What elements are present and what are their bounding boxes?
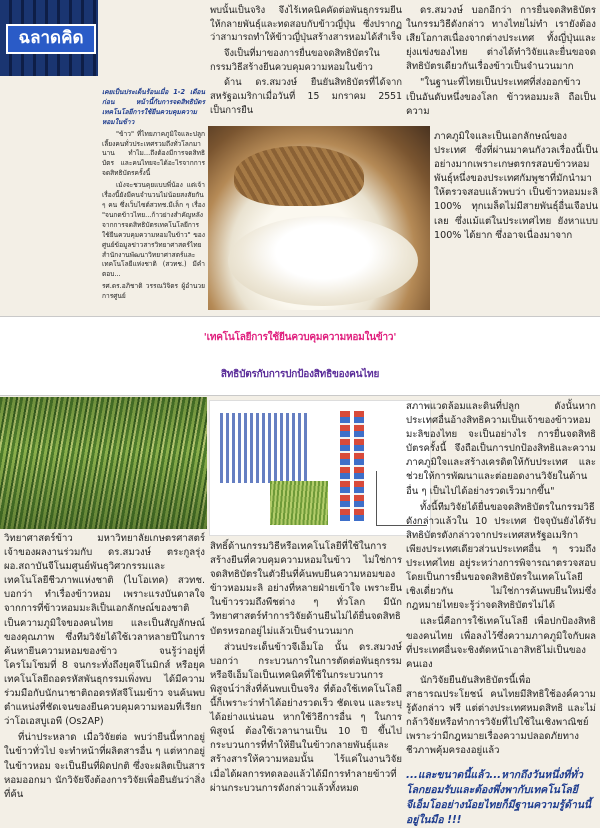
paragraph: "ในฐานะที่ไทยเป็นประเทศที่ส่งออกข้าวเป็นอันดับหนึ่งของโลก ข้าวหอมมะลิ ถือเป็นความ xyxy=(406,77,596,117)
column-2-bottom xyxy=(210,540,402,808)
paragraph: เม้งจะชวนคุยแบบพี่น้อง แต่เจ้าเรื่องนี้ยังมีคนจำนวนไม่น้อยสงสัยกัน ๆ คน ซึ่งเว็บไซต์สวทช.มีเล็ก ๆ เรื่อง "จนกดข้าวไทย...ก้าวย่างสำคัญหลังจากการจดสิทธิบัตรเทคโนโลยีการใช้ยีนควบคุมความหอมในข้าว" ของศูนย์ข้อมูลข่าวสารวิทยาศาสตร์ไทย สำนักงานพัฒนาวิทยาศาสตร์และเทคโนโลยีแห่งชาติ (สวทช.) มีคำตอบ... xyxy=(102,181,205,279)
headline-line-2: สิทธิบัตรกับการปกป้องสิทธิของคนไทย xyxy=(220,369,380,380)
paragraph: ภาคภูมิใจและเป็นเอกลักษณ์ของประเทศ ซึ่งที่ผ่านมาคนกังวลเรื่องนี้เป็นอย่างมากเพราะเกษตรกรสอบข้าวหอมพันธุ์หนึ่งของประเทศกัมพูชาที่มักนำมาให้ตรวจสอบแล้วพบว่า เป็นข้าวหอมมะลิ 100% ทุกเมล็ดไม่มีสายพันธุ์อื่นเจือปนเลย ซึ่งแม้แต่ในประเทศไทย ยังหาแบบ 100% ได้ยาก ซึ่งอาจเนื่องมาจาก xyxy=(434,131,598,241)
rice-field-photo xyxy=(0,397,207,529)
paragraph: นักวิจัยยืนยันสิทธิบัตรนี้เพื่อสาธารณประโยชน์ คนไทยมีสิทธิใช้องค์ความรู้ดังกล่าว ฟรี แต่ต่างประเทศหมดสิทธิ และไม่กล้าวิจัยหรือทำการวิจัยที่ไปใช้ในเชิงพาณิชย์ เพราะว่ามีกฎหมายเรื่องความปลอดภัยทางชีวภาพคุ้มครองอยู่แล้ว xyxy=(406,674,596,757)
paragraph: ด้าน ดร.สมวงษ์ ยืนยันสิทธิบัตรที่ได้จากสหรัฐอเมริกาเมื่อวันที่ 15 มกราคม 2551 เป็นการยืน xyxy=(210,77,402,116)
footer-quote: ...และขนาดนี้แล้ว...หากถึงวันหนึ่งที่ทั่วโลกยอมรับและต้องพึ่งพากับเทคโนโลยีจีเอ็มโออย่างน้อยไทยก็มีฐานความรู้ด้านนี้อยู่ในมือ !!! xyxy=(406,769,592,826)
column-3-bottom xyxy=(406,400,596,768)
paragraph: รศ.ดร.อภิชาติ วรรณวิจิตร ผู้อำนวยการศูนย์ xyxy=(102,282,205,301)
column-logo xyxy=(0,0,98,76)
paragraph: ส่วนประเด็นข้าวจีเอ็มโอ นั้น ดร.สมวงษ์ บอกว่า กระบวนการในการตัดต่อพันธุกรรม หรือจีเอ็มโอเป็นเทคนิคที่ใช้ในกระบวนการพิสูจน์ว่าสิ่งที่ค้นพบเป็นจริง ที่ต้องใช้เทคโนโลยีนี้ก็เพราะว่าทำได้อย่างรวดเร็ว ชัดเจน และระบุได้อย่างแน่นอน หากใช้วิธีการอื่น ๆ ในการพิสูจน์ ต้องใช้เวลานานเป็น 10 ปี ขึ้นไป กระบวนการที่ทำให้ยีนในข้าวกลายพันธุ์และสร้างสารให้ความหอมนั้น ไร้แค่ในงานวิจัย เมื่อได้ผลการทดลองแล้วได้มีการทำลายข้าวที่ผ่านกระบวนการดังกล่าวแล้วทั้งหมด xyxy=(210,641,402,794)
paragraph: "ข้าว" ที่ไทยภาคภูมิใจและปลูกเลี้ยงคนทั่วประเทศรวมถึงทั่วโลกมานาน ทำไม...ถึงต้องมีการจดสิทธิบัตร และคนไทยจะได้อะไรจากการจดสิทธิบัตรครั้งนี้ xyxy=(102,129,205,178)
logo-text: ฉลาดคิด xyxy=(6,24,96,54)
paragraph: ดร.สมวงษ์ บอกอีกว่า การยื่นจดสิทธิบัตรในกรรมวิธีดังกล่าว ทางไทยไม่ทำ เรายังต้องเสียโอกาสเนื่องจากต่างประเทศ ทั้งญี่ปุ่นและยุ่งแข่งของไทย ต่างได้ทำวิจัยและยื่นขอจดสิทธิบัตรเดียวกันเรื่องข้าวเป็นจำนวนมาก xyxy=(406,5,596,73)
figure-rice-thumbnail xyxy=(270,481,328,525)
rice-grains xyxy=(228,216,418,306)
headline-banner xyxy=(0,316,600,396)
rice-basket xyxy=(234,146,364,206)
column-3-side xyxy=(434,130,598,314)
paragraph: พบนั้นเป็นจริง จึงไร้เทคนิคคัดต่อพันธุกรรมยีนให้กลายพันธุ์และทดสอบกับข้าวญี่ปุ่น ซึ่งปรากฏว่าสามารถทำให้ข้าวญี่ปุ่นสร้างสารหอมได้สำเร็จ xyxy=(210,5,402,44)
paragraph: สภาพแวดล้อมและดินที่ปลูก ดังนั้นหากประเทศอื่นอ้างสิทธิความเป็นเจ้าของข้าวหอมมะลิของไทย จะเป็นอย่างไร การยื่นจดสิทธิบัตรครั้งนี้ จึงถือเป็นการปกป้องสิทธิและความภาคภูมิใจและสร้างเครดิตให้กับประเทศ และช่วยให้การพัฒนาและต่อยอดงานวิจัยในด้านอื่น ๆ เป็นไปได้อย่างรวดเร็วมากขึ้น" xyxy=(406,401,596,497)
paragraph: จึงเป็นที่มาของการยื่นขอจดสิทธิบัตรในกรรมวิธีสร้างยีนควบคุมความหอมในข้าว xyxy=(210,48,380,73)
rice-field-shade xyxy=(0,397,207,529)
footer-quote-box xyxy=(406,768,596,826)
paragraph: สิทธิ์ด้านกรรมวิธีหรือเทคโนโลยีที่ใช้ในการสร้างยีนที่ควบคุมความหอมในข้าว ไม่ใช่การจดสิทธิบัตรในตัวยีนที่ค้นพบยีนความหอมของข้าวหอมมะลิ อย่างที่หลายฝ่ายเข้าใจ เพราะยีนในข้าวรวมถึงพืชต่าง ๆ ทั่วโลก มีนักวิทยาศาสตร์ทำการวิจัยด้านยีนไม่ได้ยื่นจดสิทธิบัตรหรอกอยู่ไม่แล้วเป็นจำนวนมาก xyxy=(210,541,402,637)
paragraph: เคยเป็นประเด็นร้อนเมื่อ 1-2 เดือนก่อน หน้านี้กับการจดสิทธิบัตรเทคโนโลยีการใช้ยีนควบคุมความหอมในข้าว xyxy=(102,88,205,126)
paragraph: ทั้งนี้ทีมวิจัยได้ยื่นขอจดสิทธิบัตรในกรรมวิธีดังกล่าวแล้วใน 10 ประเทศ ปัจจุบันยังได้รับสิทธิบัตรดังกล่าวจากประเทศสหรัฐอเมริกาเพียงประเทศเดียวส่วนประเทศอื่น ๆ รวมถึงประเทศไทย อยู่ระหว่างการพิจารณาตรวจสอบ โดยเป็นการยื่นขอจดสิทธิบัตรในเทคโนโลยีเชิงเดี่ยวกัน ไม่ใช่การค้นพบยีนใหม่ซึ่งกฎหมายไทยจะรู้ว่าจดสิทธิบัตรไม่ได้ xyxy=(406,501,596,612)
paragraph: ที่น่าประหลาด เมื่อวิจัยต่อ พบว่ายีนนี้หากอยู่ในข้าวทั่วไป จะทำหน้าที่ผลิตสารอื่น ๆ แต่หากอยู่ในข้าวหอม จะเป็นยีนที่ผิดปกติ ซึ่งจะผลิตเป็นสารหอมออกมา นักวิจัยจึงต้องการวิจัยเพื่อยืนยันว่าสิ่งที่ค้น xyxy=(4,732,205,800)
column-1-top xyxy=(102,88,205,314)
figure-bar-panel xyxy=(220,413,308,483)
paragraph: วิทยาศาสตร์ข้าว มหาวิทยาลัยเกษตรศาสตร์ เจ้าของผลงานร่วมกับ ดร.สมวงษ์ ตระกูลรุ่ง ผอ.สถาบันจีโนมศูนย์พันธุวิศวกรรมและเทคโนโลยีชีวภาพแห่งชาติ (ไบโอเทค) สวทช. บอกว่า ทำเรื่องข้าวหอม เพราะแรงบันดาลใจ จากการที่ข้าวหอมมะลิเป็นเอกลักษณ์ของชาติเป็นความภูมิใจของคนไทย และเป็นสัญลักษณ์ของคุณภาพ ซึ่งทีมวิจัยได้ใช้เวลาหลายปีในการค้นหายีนความหอมของข้าว จนรู้ว่าอยู่ที่โครโมโซมที่ 8 จนกระทั่งถึงยุคจีโนมิกส์ หรือยุคเทคโนโลยีถอดรหัสพันธุกรรมเพิ่งพบ ได้มีความร่วมมือกับนักนาชาติถอดรหัสจีโนมข้าว จนค้นพบตำแหน่งที่ชัดเจนของยีนควบคุมความหอมที่เรียกว่าโอเอสบูเอพี (Os2AP) xyxy=(4,533,205,728)
column-3-top xyxy=(406,4,596,130)
paragraph: และนี่คือการใช้เทคโนโลยี เพื่อปกป้องสิทธิของคนไทย เพื่อลงไว้ซึ่งความภาคภูมิใจกับผลที่ประเทศอื่นจะชิงตัดหน้าเอาสิทธิไม่เป็นของคนเอง xyxy=(406,616,596,670)
rice-photo xyxy=(208,126,430,310)
figure-strip-1 xyxy=(340,411,350,521)
headline-line-1: 'เทคโนโลยีการใช้ยีนควบคุมความหอมในข้าว' xyxy=(203,332,397,343)
column-1-bottom xyxy=(4,532,205,808)
figure-strip-2 xyxy=(354,411,364,521)
column-2-top xyxy=(210,4,402,124)
research-figure xyxy=(209,400,431,536)
